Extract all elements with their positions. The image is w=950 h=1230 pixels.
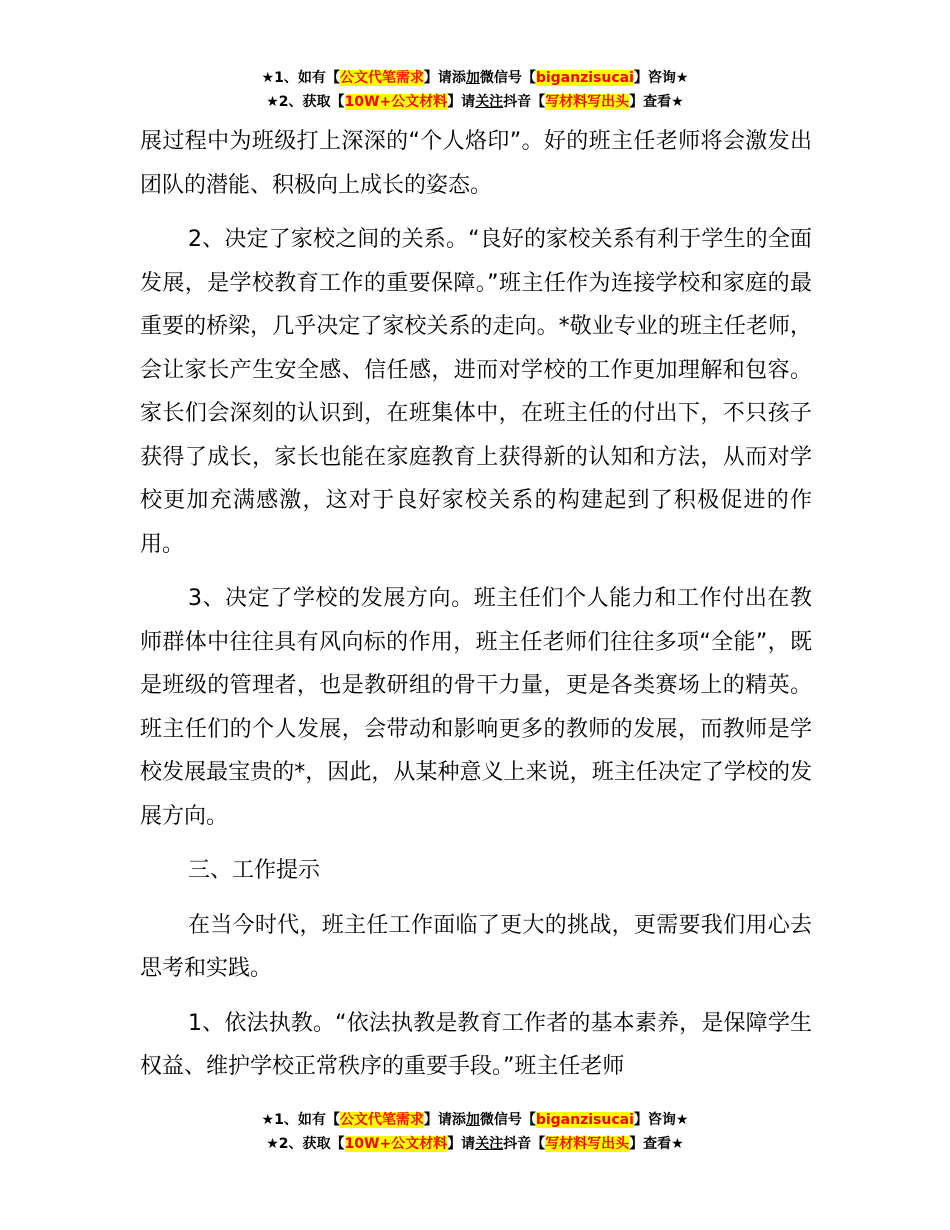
banner-highlight: 公文代笔需求 (339, 70, 424, 86)
banner-underlined: 关注 (475, 1136, 504, 1152)
paragraph-continuation: 展过程中为班级打上深深的“个人烙印”。好的班主任老师将会激发出团队的潜能、积极向上成长的姿态。 (140, 129, 812, 198)
paragraph-intro-tips: 在当今时代，班主任工作面临了更大的挑战，更需要我们用心去思考和实践。 (140, 912, 812, 981)
banner-underlined: 关注 (475, 94, 504, 110)
banner-text: 】请 (447, 1136, 476, 1152)
banner-text: 】咨询★ (633, 70, 689, 86)
section-heading-work-tips: 三、工作提示 (188, 858, 321, 883)
banner-text: 抖音【 (503, 1136, 546, 1152)
banner-text: ★1、如有【 (261, 1112, 340, 1128)
document-body (140, 120, 812, 1100)
footer-banner (0, 1108, 950, 1156)
paragraph-teach-by-law: 1、依法执教。“依法执教是教育工作者的基本素养，是保障学生权益、维护学校正常秩序的重要手段。”班主任老师 (140, 1010, 812, 1079)
banner-highlight: 10W+公文材料 (344, 94, 448, 110)
banner-text: 】请添 (423, 1112, 466, 1128)
banner-text: 】查看★ (629, 94, 684, 110)
header-banner (0, 66, 950, 114)
banner-text: 微信号【 (479, 1112, 536, 1128)
banner-line-2 (0, 1132, 950, 1156)
banner-highlight: 公文代笔需求 (339, 1112, 424, 1128)
banner-text: 】查看★ (629, 1136, 684, 1152)
banner-line-2 (0, 90, 950, 114)
banner-text: ★2、获取【 (266, 94, 345, 110)
banner-line-1 (0, 1108, 950, 1132)
banner-text: 】请添 (423, 70, 466, 86)
banner-underlined: 加 (465, 1112, 480, 1128)
banner-text: ★1、如有【 (261, 70, 340, 86)
banner-line-1 (0, 66, 950, 90)
banner-highlight: biganzisucai (535, 1112, 634, 1128)
banner-text: 】请 (447, 94, 476, 110)
banner-highlight: 10W+公文材料 (344, 1136, 448, 1152)
banner-highlight: biganzisucai (535, 70, 634, 86)
paragraph-school-direction: 3、决定了学校的发展方向。班主任们个人能力和工作付出在教师群体中往往具有风向标的作用，班主任老师们往往多项“全能”，既是班级的管理者，也是教研组的骨干力量，更是各类赛场上的精英。班主任们的个人发展，会带动和影响更多的教师的发展，而教师是学校发展最宝贵的*，因此，从某种意义上来说，班主任决定了学校的发展方向。 (140, 586, 812, 829)
banner-highlight: 写材料写出头 (545, 94, 630, 110)
banner-underlined: 加 (465, 70, 480, 86)
banner-text: 微信号【 (479, 70, 536, 86)
paragraph-home-school-relations: 2、决定了家校之间的关系。“良好的家校关系有利于学生的全面发展，是学校教育工作的重要保障。”班主任作为连接学校和家庭的最重要的桥梁，几乎决定了家校关系的走向。*敬业专业的班主任老师，会让家长产生安全感、信任感，进而对学校的工作更加理解和包容。家长们会深刻的认识到，在班集体中，在班主任的付出下，不只孩子获得了成长，家长也能在家庭教育上获得新的认知和方法，从而对学校更加充满感激，这对于良好家校关系的构建起到了积极促进的作用。 (140, 227, 812, 557)
banner-text: 】咨询★ (633, 1112, 689, 1128)
banner-text: ★2、获取【 (266, 1136, 345, 1152)
banner-text: 抖音【 (503, 94, 546, 110)
banner-highlight: 写材料写出头 (545, 1136, 630, 1152)
